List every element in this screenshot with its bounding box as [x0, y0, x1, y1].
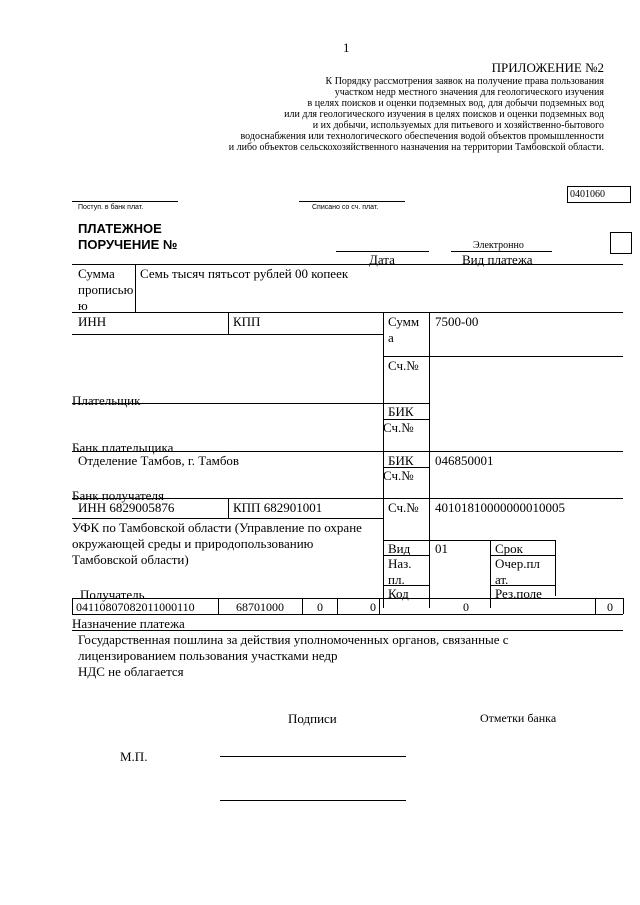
- payer-inn-label: ИНН: [78, 314, 107, 329]
- sum-value: 7500-00: [435, 314, 479, 329]
- purpose-label: Назначение платежа: [72, 616, 185, 631]
- payee-name-line: Тамбовской области): [72, 552, 189, 567]
- kod-label: Код: [388, 586, 409, 601]
- budget-basis: 0: [317, 600, 323, 614]
- appendix-title: ПРИЛОЖЕНИЕ №2: [491, 60, 604, 75]
- sum-bottom-line: [383, 356, 623, 357]
- purpose-text: [78, 632, 509, 680]
- title-line-1: ПЛАТЕЖНОЕ: [78, 221, 162, 236]
- amount-words-label: [78, 266, 133, 314]
- payee-name-line: УФК по Тамбовской области (Управление по охране: [72, 520, 362, 535]
- amount-label-line: прописью: [78, 282, 134, 297]
- page-number: 1: [343, 40, 350, 55]
- budget-divider: [218, 598, 219, 614]
- srok-right-divider: [555, 540, 556, 596]
- sum-label-line: а: [388, 330, 394, 345]
- budget-doc-number: 0: [463, 600, 469, 614]
- title-line-2: ПОРУЧЕНИЕ №: [78, 237, 178, 252]
- date-label: Дата: [369, 252, 395, 267]
- appendix-line: в целях поисков и оценки подземных вод, для добычи подземных вод: [307, 98, 604, 109]
- budget-divider: [302, 598, 303, 614]
- purpose-vat: НДС не облагается: [78, 664, 184, 679]
- payee-bank-account-label: Сч.№: [383, 468, 414, 483]
- received-line: [72, 201, 178, 202]
- payee-account-value: 40101810000000010005: [435, 500, 565, 515]
- form-code-box: [567, 186, 631, 203]
- payer-bank-label: Банк плательщика: [72, 440, 174, 455]
- purpose-line: лицензированием пользования участками недр: [78, 648, 338, 663]
- budget-left-border: [72, 598, 73, 614]
- payer-account-label: Сч.№: [388, 358, 419, 373]
- naz-label-line: Наз.: [388, 556, 412, 571]
- payment-type-value: Электронно: [473, 240, 524, 251]
- budget-divider: [595, 598, 596, 614]
- appendix-line: водоснабжения или технологического обеспечения водой объектов промышленности: [240, 131, 604, 142]
- debited-label: Списано со сч. плат.: [312, 204, 379, 211]
- naz-label: [388, 556, 412, 588]
- payer-top-line: [72, 312, 623, 313]
- payee-label: Получатель: [80, 587, 145, 602]
- naz-label-line: пл.: [388, 572, 405, 587]
- appendix-line: или для геологического изучения в целях поисков и оценки подземных вод: [284, 109, 604, 120]
- budget-divider: [379, 598, 380, 614]
- ocher-label-line: Очер.пл: [495, 556, 540, 571]
- payee-account-label: Сч.№: [388, 500, 419, 515]
- vid-label: Вид: [388, 541, 411, 556]
- amount-label-line: ю: [78, 298, 88, 313]
- amount-label-line: Сумма: [78, 266, 115, 281]
- purpose-label-line: [72, 630, 623, 631]
- appendix-line: и их добычи, используемых для питьевого и хозяйственно-бытового: [312, 120, 604, 131]
- payee-bank-label: Банк получателя: [72, 488, 164, 503]
- debited-line: [299, 201, 405, 202]
- inn-kpp-divider: [228, 312, 229, 334]
- budget-oktmo: 68701000: [236, 600, 284, 614]
- payee-bank-bottom-line: [72, 498, 623, 499]
- ocher-label: [495, 556, 540, 588]
- appendix-line: К Порядку рассмотрения заявок на получение права пользования: [325, 76, 604, 87]
- appendix-line: участком недр местного значения для геологического изучения: [334, 87, 604, 98]
- signatures-label: Подписи: [288, 711, 337, 726]
- ocher-label-line: ат.: [495, 572, 509, 587]
- payer-kpp-label: КПП: [233, 314, 261, 329]
- sum-label: [388, 314, 419, 346]
- appendix-line: и либо объектов сельскохозяйственного назначения на территории Тамбовской области.: [228, 142, 604, 153]
- signature-line-2: [220, 800, 406, 801]
- budget-kbk: 04110807082011000110: [76, 600, 195, 614]
- page-title: [78, 221, 177, 253]
- vid-value: 01: [435, 541, 448, 556]
- payee-kpp: КПП 682901001: [233, 500, 323, 515]
- payer-bottom-line: [72, 403, 383, 404]
- payee-inn-kpp-divider: [228, 498, 229, 518]
- signature-line-1: [220, 756, 406, 757]
- form-code: 0401060: [570, 189, 605, 200]
- payee-name: [72, 520, 362, 568]
- amount-words-value: Семь тысяч пятьсот рублей 00 копеек: [140, 266, 349, 281]
- amount-words-top-line: [72, 264, 623, 265]
- payment-type-label: Вид платежа: [462, 252, 533, 267]
- sum-label-line: Сумм: [388, 314, 420, 329]
- bank-marks-label: Отметки банка: [480, 711, 557, 725]
- budget-period: 0: [370, 600, 376, 614]
- amount-words-divider: [135, 264, 136, 312]
- payer-bank-account-label: Сч.№: [383, 420, 414, 435]
- payee-bottom-line: [72, 598, 623, 599]
- rez-label: Рез.поле: [495, 586, 542, 601]
- purpose-line: Государственная пошлина за действия уполномоченных органов, связанные с: [78, 632, 509, 647]
- budget-right-border: [623, 598, 624, 614]
- payee-name-line: окружающей среды и природопользованию: [72, 536, 314, 551]
- payee-bik-label: БИК: [388, 453, 414, 468]
- stamp-label: М.П.: [120, 749, 148, 764]
- payer-inn-bottom-line: [72, 334, 383, 335]
- payer-label: Плательщик: [72, 393, 141, 408]
- payee-inn-bottom-line: [72, 518, 383, 519]
- payer-bank-bik-label: БИК: [388, 404, 414, 419]
- received-label: Поступ. в банк плат.: [78, 204, 144, 211]
- appendix-text: [229, 76, 604, 153]
- budget-bottom-line: [72, 614, 623, 615]
- payee-bik-value: 046850001: [435, 453, 494, 468]
- payee-inn: ИНН 6829005876: [78, 500, 175, 515]
- srok-label: Срок: [495, 541, 523, 556]
- payment-type-box: [610, 232, 632, 254]
- budget-doc-date: 0: [607, 600, 613, 614]
- payee-bank-name: Отделение Тамбов, г. Тамбов: [78, 453, 240, 468]
- payer-bank-bottom-line: [72, 451, 623, 452]
- budget-divider: [337, 598, 338, 614]
